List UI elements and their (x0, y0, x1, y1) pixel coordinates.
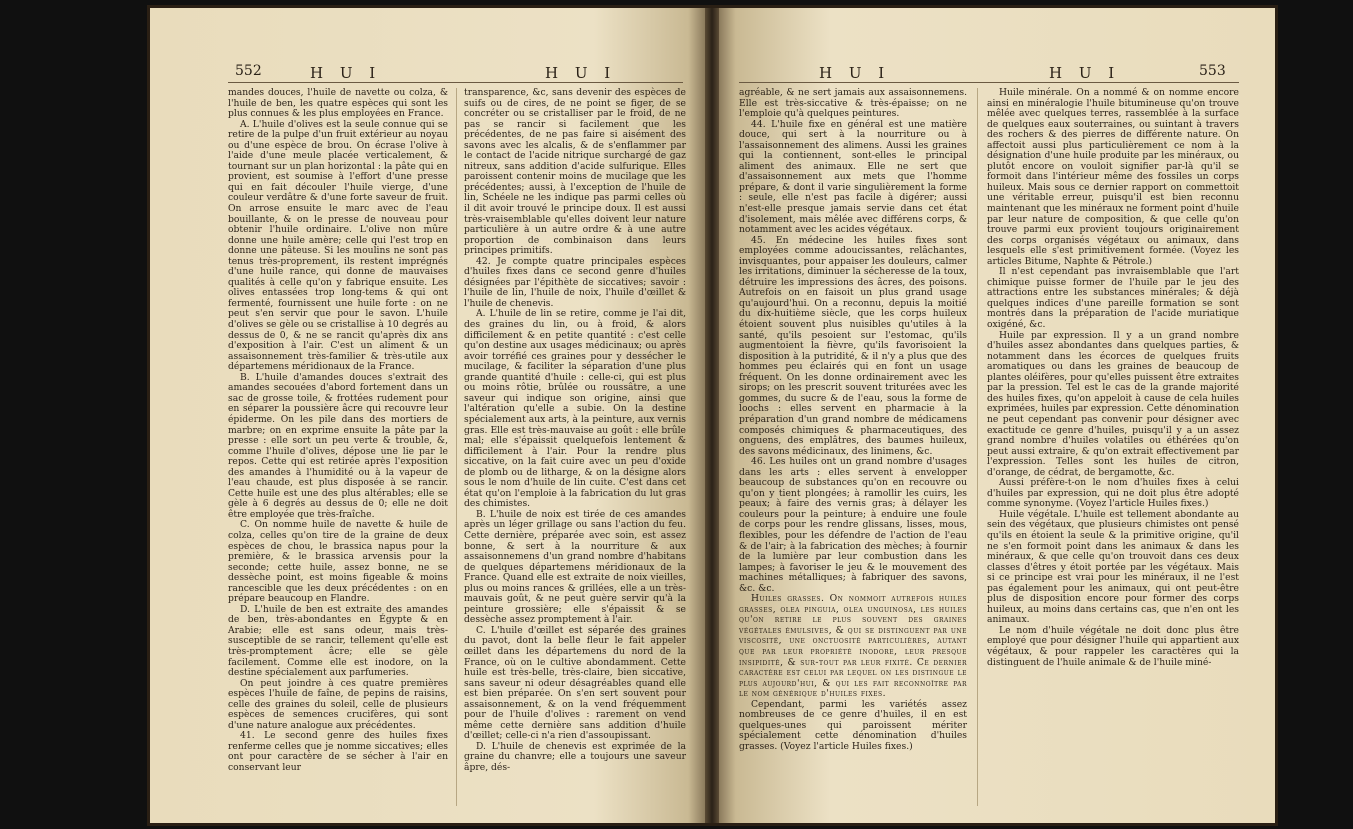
running-head: H U I (545, 64, 617, 82)
paragraph: C. L'huile d'œillet est séparée des graines du pavot, dont la belle fleur le fait appeler œillet dans les départemens du nord de la France, où on le cultive abondamment. Cette huile est très-belle, très-claire, bien siccative, sans saveur ni odeur désagréables quand elle est bien préparée. On s'en sert souvent pour assaisonnement, & on la vend fréquemment pour de l'huile d'olives : rarement on vend même cette dernière sans addition d'huile d'œillet; celle-ci n'a rien d'assoupissant. (464, 624, 686, 742)
paragraph: Huile végétale. L'huile est tellement abondante au sein des végétaux, que plusieurs chimistes ont pensé qu'ils en étoient la seule & la primitive origine, qu'il ne s'en formoit point dans les animaux & dans les minéraux, & que celle qu'on trouvoit dans ces deux classes d'êtres y étoit portée par les végétaux. Mais si ce principe est vrai pour les minéraux, il ne l'est pas également pour les animaux, qui ont peut-être plus de disposition encore pour former des corps huileux, au moins dans certains cas, que n'en ont les animaux. (987, 508, 1239, 626)
book-gutter (705, 8, 719, 823)
paragraph: 41. Le second genre des huiles fixes renferme celles que je nomme siccatives; elles ont pour caractère de se sécher à l'air en conservant leur (228, 730, 448, 773)
text-column-1 (228, 88, 448, 806)
page-number: 552 (235, 63, 262, 79)
paragraph: agréable, & ne sert jamais aux assaisonnemens. Elle est très-siccative & très-épaisse; on ne l'emploie qu'à quelques peintures. (739, 87, 967, 120)
right-page (719, 8, 1275, 823)
paragraph: Huiles grasses. On nommoit autrefois huiles grasses, olea pinguia, olea unguinosa, les huiles qu'on retire le plus souvent des graines végétales émulsives, & qui se distinguent par une viscosité, une onctuosité particulières, autant que par leur propriété inodore, leur presque insipidité, & sur-tout par leur fixité. Ce dernier caractère est celui par lequel on les distingue le plus aujourd'hui, & qui les fait reconnoître par le nom générique d'huiles fixes. (739, 593, 967, 700)
header-rule (228, 82, 683, 83)
paragraph: mandes douces, l'huile de navette ou colza, & l'huile de ben, les quatre espèces qui sont les plus connues & les plus employées en France. (228, 87, 448, 120)
paragraph: A. L'huile de lin se retire, comme je l'ai dit, des graines du lin, ou à froid, & alors difficilement & en petite quantité : c'est celle qu'on destine aux usages médicinaux; ou après avoir torréfié ces graines pour y dessécher le mucilage, & faciliter la séparation d'une plus grande quantité d'huile : celle-ci, qui est plus ou moins rôtie, brûlée ou roussâtre, a une saveur qui indique son origine, ainsi que l'altération qu'elle a subie. On la destine spécialement aux arts, à la peinture, aux vernis gras. Elle est très-mauvaise au goût : elle brûle mal; elle s'épaissit quelquefois lentement & difficilement à l'air. Pour la rendre plus siccative, on la fait cuire avec un peu d'oxide de plomb ou de litharge, & on la désigne alors sous le nom d'huile de lin cuite. C'est dans cet état qu'on l'emploie à la fabrication du lut gras des chimistes. (464, 308, 686, 510)
paragraph: Huile minérale. On a nommé & on nomme encore ainsi en minéralogie l'huile bitumineuse qu'on trouve mêlée avec quelques terres, rassemblée à la surface de quelques eaux souterraines, ou suintant à travers des rochers & des pierres de différente nature. On affectoit aussi plus particulièrement ce nom à la désignation d'une huile produite par les minéraux, ou plutôt encore on vouloit signifier par-là qu'il se formoit dans l'intérieur même des fossiles un corps huileux. Mais sous ce dernier rapport on commettoit une véritable erreur, puisqu'il est bien reconnu maintenant que les minéraux ne forment point d'huile par leur nature de composition, & que celle qu'on trouve parmi eux provient toujours originairement des corps organisés végétaux ou animaux, dans lesquels elle s'est primitivement formée. (Voyez les articles Bitume, Naphte & Pétrole.) (987, 87, 1239, 267)
paragraph: transparence, &c, sans devenir des espèces de suifs ou de cires, de ne point se figer, de se concréter ou se cristalliser par le froid, de ne pas se rancir si facilement que les précédentes, de ne pas faire si aisément des savons avec les alcalis, & de s'enflammer par le contact de l'acide nitrique surchargé de gaz nitreux, sans addition d'acide sulfurique. Elles paroissent contenir moins de mucilage que les précédentes; aussi, à l'exception de l'huile de lin, Schéele ne les indique pas parmi celles où il dit avoir trouvé le principe doux. Il est aussi très-vraisemblable qu'elles doivent leur nature particulière à un autre ordre & à une autre proportion de combinaison dans leurs principes primitifs. (464, 87, 686, 257)
open-book (150, 8, 1275, 823)
paragraph: C. On nomme huile de navette & huile de colza, celles qu'on tire de la graine de deux espèces de chou, le brassica napus pour la première, & le brassica arvensis pour la seconde; cette huile, assez bonne, ne se dessèche point, est moins figeable & moins rancescible que les deux précédentes : on en prépare beaucoup en Flandre. (228, 519, 448, 605)
paragraph: Aussi préfère-t-on le nom d'huiles fixes à celui d'huiles par expression, qui ne doit plus être adopté comme synonyme. (Voyez l'article Huiles fixes.) (987, 477, 1239, 510)
paragraph: 44. L'huile fixe en général est une matière douce, qui sert à la nourriture ou à l'assaisonnement des alimens. Aussi les graines qui la contiennent, sont-elles le principal aliment des animaux. Elle ne sert que d'assaisonnement aux mets que l'homme prépare, & dont il varie singulièrement la forme : seule, elle n'est pas facile à digérer; aussi n'est-elle presque jamais servie dans cet état d'isolement, mais mêlée avec différens corps, & notamment avec les acides végétaux. (739, 118, 967, 236)
paragraph: 45. En médecine les huiles fixes sont employées comme adoucissantes, relâchantes, invisquantes, pour appaiser les douleurs, calmer les irritations, diminuer la sécheresse de la toux, détruire les impressions des âcres, des poisons. Autrefois on en faisoit un plus grand usage qu'aujourd'hui. On a reconnu, depuis la moitié du dix-huitième siècle, que les corps huileux étoient souvent plus nuisibles qu'utiles à la santé, qu'ils pesoient sur l'estomac, qu'ils augmentoient la fièvre, qu'ils favorisoient la disposition à la putridité, & il n'y a plus que des hommes peu éclairés qui en font un usage fréquent. On les donne ordinairement avec les sirops; on les prescrit souvent triturées avec les gommes, du sucre & de l'eau, sous la forme de loochs : elles servent en pharmacie à la préparation d'un grand nombre de médicamens composés chimiques & pharmaceutiques, des onguens, des emplâtres, des baumes huileux, des savons médicinaux, des linimens, &c. (739, 234, 967, 457)
text-column-1 (739, 88, 967, 806)
page-number: 553 (1199, 63, 1226, 79)
paragraph: Le nom d'huile végétale ne doit donc plus être employé que pour désigner l'huile qui appartient aux végétaux, & pour rappeler les caractères qui la distinguent de l'huile animale & de l'huile miné- (987, 624, 1239, 668)
paragraph: Cependant, parmi les variétés assez nombreuses de ce genre d'huiles, il en est quelques-unes qui paroissent mériter spécialement cette dénomination d'huiles grasses. (Voyez l'article Huiles fixes.) (739, 698, 967, 752)
paragraph: On peut joindre à ces quatre premières espèces l'huile de faîne, de pepins de raisins, celle des graines du soleil, celle de plusieurs espèces de semences crucifères, qui sont d'une nature analogue aux précédentes. (228, 677, 448, 731)
paragraph: D. L'huile de ben est extraite des amandes de ben, très-abondantes en Égypte & en Arabie; elle est sans odeur, mais très-susceptible de se rancir, tellement qu'elle est très-promptement âcre; elle se gèle facilement. Comme elle est inodore, on la destine spécialement aux parfumeries. (228, 603, 448, 679)
left-page (150, 8, 705, 823)
running-head: H U I (819, 64, 891, 82)
running-head: H U I (310, 64, 382, 82)
column-divider (456, 88, 457, 806)
paragraph: 42. Je compte quatre principales espèces d'huiles fixes dans ce second genre d'huiles désignées par l'épithète de siccatives; savoir : l'huile de lin, l'huile de noix, l'huile d'œillet & l'huile de chenevis. (464, 255, 686, 309)
text-column-2 (987, 88, 1239, 806)
paragraph: Huile par expression. Il y a un grand nombre d'huiles assez abondantes dans quelques parties, & notamment dans les écorces de quelques fruits aromatiques ou dans les graines de beaucoup de plantes oléifères, pour qu'elles puissent être extraites par la pression. Tel est le cas de la grande majorité des huiles fixes, qu'on appeloit à cause de cela huiles exprimées, huiles par expression. Cette dénomination ne peut cependant pas convenir pour désigner avec exactitude ce genre d'huiles, puisqu'il y a un assez grand nombre d'huiles volatiles ou éthérées qu'on peut aussi extraire, & qu'on extrait effectivement par l'expression. Telles sont les huiles de citron, d'orange, de cédrat, de bergamotte, &c. (987, 329, 1239, 478)
paragraph: B. L'huile de noix est tirée de ces amandes après un léger grillage ou sans l'action du feu. Cette dernière, préparée avec soin, est assez bonne, & sert à la nourriture & aux assaisonnemens d'un grand nombre d'habitans de quelques départemens méridionaux de la France. Quand elle est extraite de noix vieilles, plus ou moins rances & grillées, elle a un très-mauvais goût, & ne peut guère servir qu'à la peinture grossière; elle s'épaissit & se dessèche assez promptement à l'air. (464, 508, 686, 626)
running-head: H U I (1049, 64, 1121, 82)
paragraph: D. L'huile de chenevis est exprimée de la graine du chanvre; elle a toujours une saveur âpre, dés- (464, 740, 686, 773)
text-column-2 (464, 88, 686, 806)
paragraph: Il n'est cependant pas invraisemblable que l'art chimique puisse former de l'huile par le jeu des attractions entre les substances minérales; & déjà quelques indices d'une pareille formation se sont montrés dans la préparation de l'acide muriatique oxigéné, &c. (987, 266, 1239, 331)
header-rule (739, 82, 1239, 83)
paragraph: B. L'huile d'amandes douces s'extrait des amandes secouées d'abord fortement dans un sac de grosse toile, & frottées rudement pour en séparer la poussière âcre qui recouvre leur épiderme. On les pile dans des mortiers de marbre; on en exprime ensuite la pâte par la presse : elle sort un peu verte & trouble, &, comme l'huile d'olives, dépose une lie par le repos. Cette qui est retirée après l'exposition des amandes à l'humidité ou à la vapeur de l'eau chaude, est plus disposée à se rancir. Cette huile est une des plus altérables; elle se gèle à 6 degrés au dessus de 0; elle ne doit être employée que très-fraîche. (228, 371, 448, 520)
paragraph: 46. Les huiles ont un grand nombre d'usages dans les arts : elles servent à envelopper beaucoup de substances qu'on en recouvre ou qu'on y tient plongées; à ramollir les cuirs, les peaux; à faire des vernis gras; à délayer les couleurs pour la peinture; à enduire une foule de corps pour les rendre glissans, lisses, mous, flexibles, pour les défendre de l'action de l'eau & de l'air; à la fabrication des mèches; à fournir de la lumière par leur combustion dans les lampes; à favoriser le jeu & le mouvement des machines métalliques; à fabriquer des savons, &c. &c. (739, 456, 967, 594)
column-divider (977, 88, 978, 806)
paragraph: A. L'huile d'olives est la seule connue qui se retire de la pulpe d'un fruit extérieur au noyau ou d'une espèce de brou. On écrase l'olive à l'aide d'une meule placée verticalement, & tournant sur un plan horizontal : la pâte qui en provient, est soumise à l'effort d'une presse qui en fait découler l'huile vierge, d'une couleur verdâtre & d'une forte saveur de fruit. On arrose ensuite le marc avec de l'eau bouillante, & on le presse de nouveau pour obtenir l'huile ordinaire. L'olive non mûre donne une huile amère; celle qui l'est trop en donne une pâteuse. Si les moulins ne sont pas tenus très-proprement, ils restent imprégnés d'une huile rance, qui donne de mauvaises qualités à celle qu'on y fabrique ensuite. Les olives entassées trop long-tems & qui ont fermenté, fournissent une huile forte : on ne peut s'en servir que pour le savon. L'huile d'olives se gèle ou se cristallise à 10 degrés au dessus de 0, & ne se rancit qu'après dix ans d'exposition à l'air. C'est un aliment & un assaisonnement très-familier & très-utile aux départemens méridionaux de la France. (228, 118, 448, 373)
